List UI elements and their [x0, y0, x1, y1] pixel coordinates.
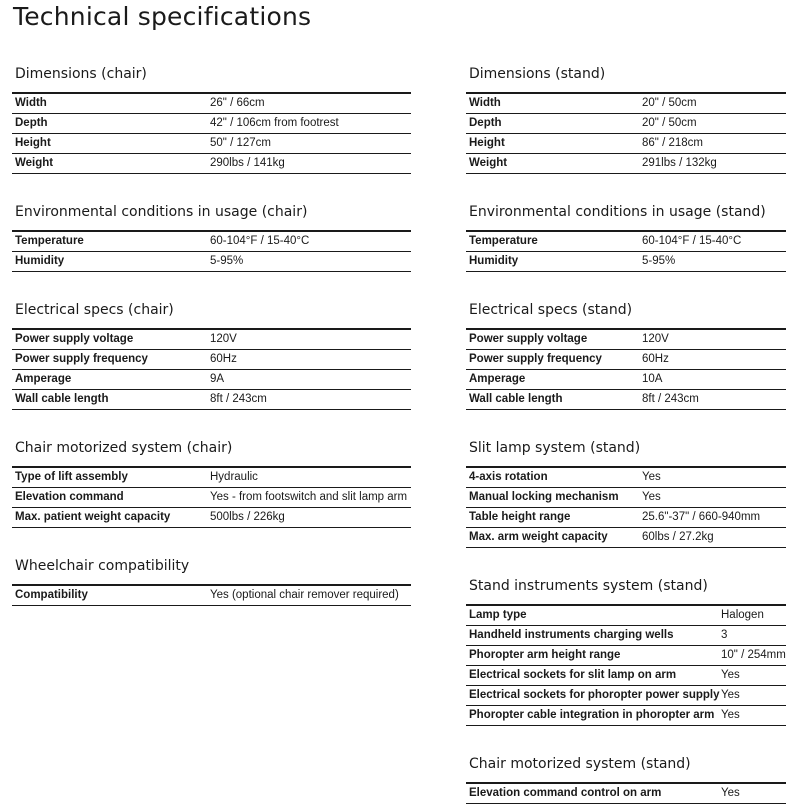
spec-value: Yes [721, 689, 740, 701]
spec-value: 26" / 66cm [210, 97, 265, 109]
section-title: Chair motorized system (stand) [469, 756, 691, 772]
spec-value: 60Hz [642, 353, 669, 365]
spec-row [466, 488, 786, 508]
spec-label: Max. patient weight capacity [15, 511, 171, 523]
section-title: Dimensions (chair) [15, 66, 147, 82]
spec-value: 42" / 106cm from footrest [210, 117, 339, 129]
spec-label: Type of lift assembly [15, 471, 128, 483]
spec-value: Yes [721, 787, 740, 799]
spec-section-environmental-conditions-in-usage-chair [12, 202, 411, 272]
spec-row [12, 390, 411, 410]
spec-label: Width [469, 97, 501, 109]
section-title: Electrical specs (chair) [15, 302, 174, 318]
spec-value: 291lbs / 132kg [642, 157, 717, 169]
spec-value: 8ft / 243cm [642, 393, 699, 405]
spec-label: Temperature [15, 235, 84, 247]
spec-table [12, 328, 411, 410]
spec-label: Humidity [469, 255, 519, 267]
spec-value: 60-104°F / 15-40°C [642, 235, 742, 247]
spec-label: Temperature [469, 235, 538, 247]
spec-table [466, 230, 786, 272]
spec-row [12, 154, 411, 174]
spec-table [466, 328, 786, 410]
spec-label: Humidity [15, 255, 65, 267]
spec-row [466, 646, 786, 666]
spec-value: Halogen [721, 609, 764, 621]
spec-value: 10" / 254mm [721, 649, 786, 661]
section-title: Dimensions (stand) [469, 66, 606, 82]
spec-value: Yes [642, 491, 661, 503]
spec-label: Compatibility [15, 589, 88, 601]
spec-row [466, 468, 786, 488]
spec-label: Handheld instruments charging wells [469, 629, 674, 641]
spec-label: Width [15, 97, 47, 109]
spec-value: 10A [642, 373, 663, 385]
spec-section-wheelchair-compatibility [12, 556, 411, 606]
spec-label: Height [15, 137, 51, 149]
spec-label: Phoropter cable integration in phoropter arm [469, 709, 715, 721]
spec-row [12, 232, 411, 252]
spec-row [12, 252, 411, 272]
spec-table [12, 92, 411, 174]
spec-table [466, 604, 786, 726]
spec-row [12, 488, 411, 508]
spec-row [466, 94, 786, 114]
spec-value: 60lbs / 27.2kg [642, 531, 714, 543]
spec-row [466, 252, 786, 272]
spec-section-stand-instruments-system-stand [466, 576, 786, 726]
spec-value: 25.6"-37" / 660-940mm [642, 511, 761, 523]
spec-label: Wall cable length [15, 393, 109, 405]
spec-value: Yes [721, 669, 740, 681]
spec-table [12, 584, 411, 606]
spec-label: 4-axis rotation [469, 471, 548, 483]
spec-value: Hydraulic [210, 471, 258, 483]
spec-row [466, 330, 786, 350]
spec-row [12, 330, 411, 350]
spec-row [12, 350, 411, 370]
spec-label: Weight [15, 157, 54, 169]
section-title: Stand instruments system (stand) [469, 578, 708, 594]
spec-value: Yes [642, 471, 661, 483]
spec-value: 9A [210, 373, 225, 385]
spec-value: 290lbs / 141kg [210, 157, 285, 169]
page-title: Technical specifications [13, 2, 312, 31]
spec-row [466, 370, 786, 390]
spec-label: Weight [469, 157, 508, 169]
spec-value: 120V [210, 333, 237, 345]
spec-value: 60Hz [210, 353, 237, 365]
spec-table [466, 782, 786, 804]
spec-value: 8ft / 243cm [210, 393, 267, 405]
spec-label: Depth [469, 117, 502, 129]
spec-table [466, 92, 786, 174]
spec-section-electrical-specs-chair [12, 300, 411, 410]
spec-value: 3 [721, 629, 728, 641]
spec-section-dimensions-stand [466, 64, 786, 174]
spec-value: Yes (optional chair remover required) [210, 589, 399, 601]
spec-row [466, 390, 786, 410]
spec-table [12, 466, 411, 528]
section-title: Slit lamp system (stand) [469, 440, 641, 456]
spec-row [466, 232, 786, 252]
spec-label: Electrical sockets for slit lamp on arm [469, 669, 677, 681]
spec-section-slit-lamp-system-stand [466, 438, 786, 548]
spec-value: Yes - from footswitch and slit lamp arm [210, 491, 408, 503]
spec-row [466, 114, 786, 134]
spec-section-chair-motorized-system-stand [466, 754, 786, 804]
spec-value: 50" / 127cm [210, 137, 271, 149]
spec-value: 86" / 218cm [642, 137, 703, 149]
spec-label: Electrical sockets for phoropter power supply [469, 689, 720, 701]
spec-section-environmental-conditions-in-usage-stand [466, 202, 786, 272]
spec-label: Height [469, 137, 505, 149]
spec-row [12, 94, 411, 114]
spec-section-electrical-specs-stand [466, 300, 786, 410]
spec-label: Depth [15, 117, 48, 129]
left-column [12, 64, 411, 606]
spec-row [466, 686, 786, 706]
spec-row [466, 784, 786, 804]
spec-section-dimensions-chair [12, 64, 411, 174]
spec-row [466, 666, 786, 686]
spec-label: Wall cable length [469, 393, 563, 405]
spec-row [466, 626, 786, 646]
spec-value: 20" / 50cm [642, 97, 697, 109]
section-title: Chair motorized system (chair) [15, 440, 233, 456]
spec-table [466, 466, 786, 548]
spec-row [466, 528, 786, 548]
spec-value: 5-95% [210, 255, 244, 267]
spec-label: Table height range [469, 511, 571, 523]
spec-label: Lamp type [469, 609, 527, 621]
section-title: Wheelchair compatibility [15, 558, 190, 574]
spec-value: 5-95% [642, 255, 676, 267]
spec-label: Manual locking mechanism [469, 491, 619, 503]
spec-label: Power supply frequency [15, 353, 148, 365]
spec-row [12, 508, 411, 528]
spec-label: Elevation command [15, 491, 124, 503]
spec-section-chair-motorized-system-chair [12, 438, 411, 528]
spec-value: 20" / 50cm [642, 117, 697, 129]
spec-row [12, 586, 411, 606]
spec-value: 60-104°F / 15-40°C [210, 235, 310, 247]
spec-label: Amperage [469, 373, 526, 385]
spec-label: Phoropter arm height range [469, 649, 621, 661]
spec-row [12, 370, 411, 390]
spec-row [466, 706, 786, 726]
spec-label: Elevation command control on arm [469, 787, 662, 799]
spec-row [466, 606, 786, 626]
section-title: Electrical specs (stand) [469, 302, 633, 318]
spec-label: Power supply voltage [469, 333, 588, 345]
spec-value: Yes [721, 709, 740, 721]
spec-value: 120V [642, 333, 669, 345]
spec-row [466, 134, 786, 154]
spec-label: Power supply frequency [469, 353, 602, 365]
spec-row [12, 114, 411, 134]
spec-value: 500lbs / 226kg [210, 511, 285, 523]
section-title: Environmental conditions in usage (stand) [469, 204, 766, 220]
spec-label: Power supply voltage [15, 333, 134, 345]
spec-row [466, 154, 786, 174]
spec-row [12, 134, 411, 154]
spec-table [12, 230, 411, 272]
section-title: Environmental conditions in usage (chair) [15, 204, 308, 220]
spec-label: Amperage [15, 373, 72, 385]
spec-label: Max. arm weight capacity [469, 531, 608, 543]
spec-row [466, 508, 786, 528]
spec-row [12, 468, 411, 488]
right-column [466, 64, 786, 804]
spec-row [466, 350, 786, 370]
